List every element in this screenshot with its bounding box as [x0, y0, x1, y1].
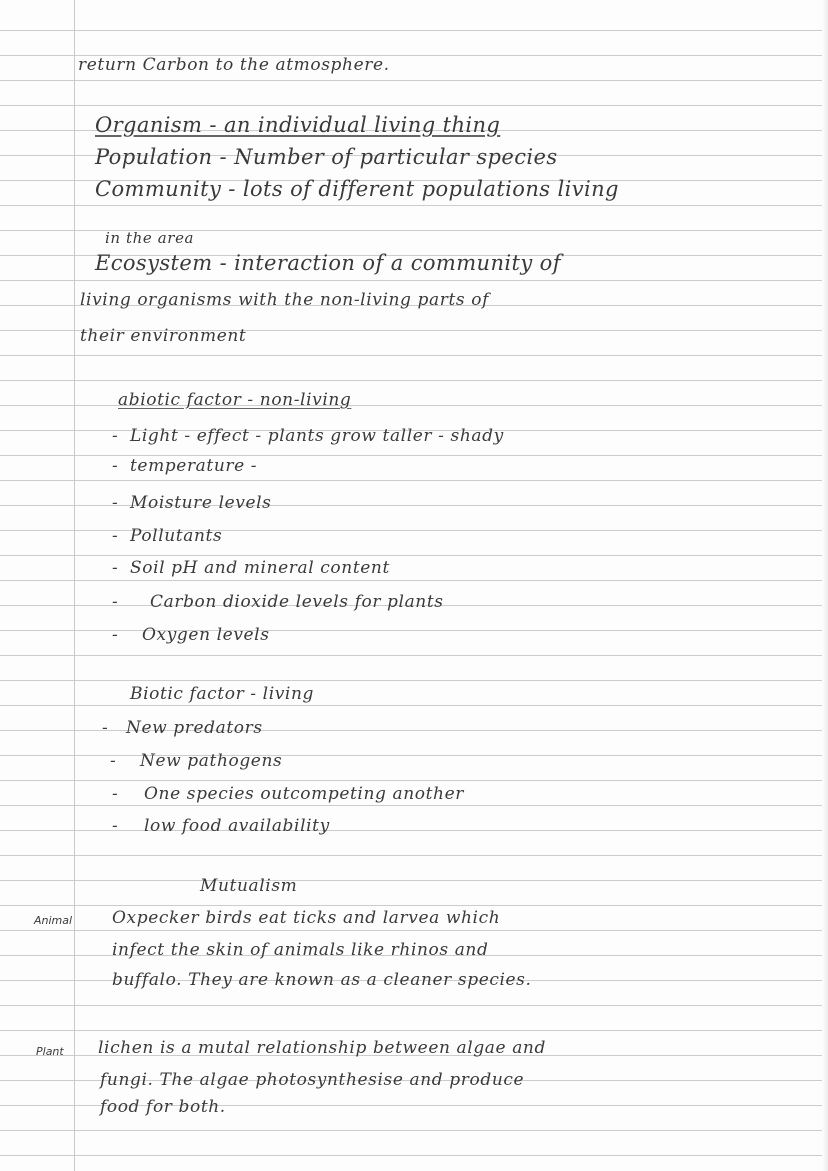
mutualism-animal-line: infect the skin of animals like rhinos and [112, 940, 489, 960]
abiotic-item: - Moisture levels [112, 493, 272, 513]
abiotic-item: - Pollutants [112, 526, 223, 546]
biotic-item: - low food availability [112, 816, 330, 836]
plant-margin-label: Plant [36, 1045, 64, 1058]
mutualism-animal-line: Oxpecker birds eat ticks and larvea which [112, 908, 501, 928]
definition-ecosystem: Ecosystem - interaction of a community of [95, 251, 561, 275]
abiotic-item: - Carbon dioxide levels for plants [112, 592, 444, 612]
abiotic-item: - Light - effect - plants grow taller - shady [112, 426, 504, 446]
biotic-heading: Biotic factor - living [130, 684, 314, 704]
biotic-item: - New predators [102, 718, 263, 738]
abiotic-heading: abiotic factor - non-living [118, 390, 352, 410]
definition-organism: Organism - an individual living thing [95, 113, 501, 137]
mutualism-plant-line: lichen is a mutal relationship between algae and [98, 1038, 546, 1058]
definition-community: Community - lots of different populations living [95, 177, 619, 201]
mutualism-plant-line: food for both. [100, 1097, 226, 1117]
definition-population: Population - Number of particular species [95, 145, 558, 169]
biotic-item: - New pathogens [110, 751, 283, 771]
abiotic-item: - Soil pH and mineral content [112, 558, 390, 578]
carryover-line: return Carbon to the atmosphere. [78, 55, 390, 75]
definition-community-cont: in the area [105, 229, 195, 247]
abiotic-item: - Oxygen levels [112, 625, 270, 645]
margin-line [74, 0, 75, 1171]
mutualism-animal-line: buffalo. They are known as a cleaner species. [112, 970, 532, 990]
definition-ecosystem-end: their environment [80, 326, 247, 346]
mutualism-plant-line: fungi. The algae photosynthesise and produce [100, 1070, 525, 1090]
biotic-item: - One species outcompeting another [112, 784, 464, 804]
definition-ecosystem-cont: living organisms with the non-living parts of [80, 290, 489, 310]
scan-edge-shadow [822, 0, 828, 1171]
abiotic-item: - temperature - [112, 456, 258, 476]
mutualism-heading: Mutualism [200, 876, 298, 896]
animal-margin-label: Animal [34, 914, 73, 927]
